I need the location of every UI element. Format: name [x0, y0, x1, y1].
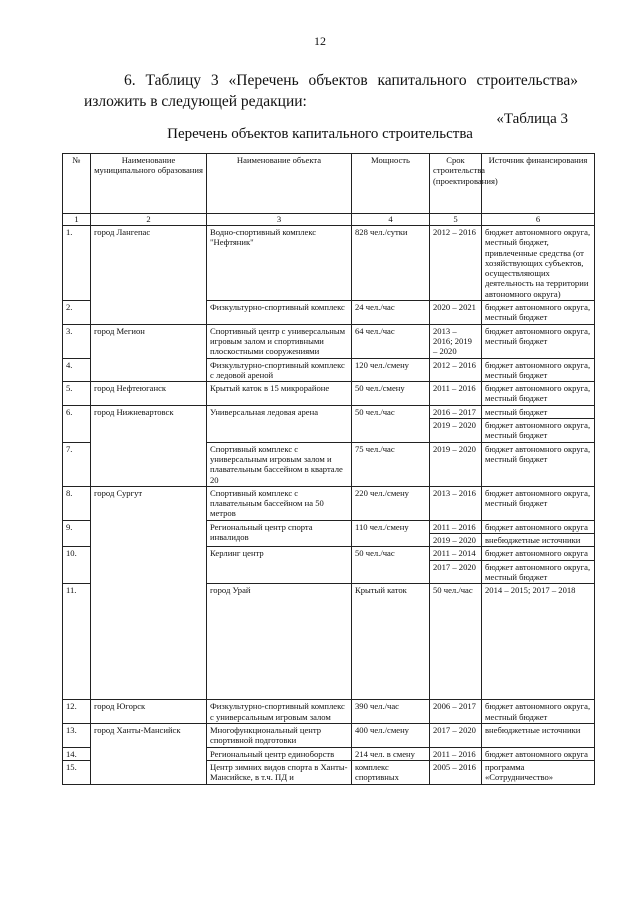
object-cell: Физкультурно-спортивный комплекс — [207, 301, 352, 325]
row-number: 2. — [63, 301, 91, 325]
term-cell: 2006 – 2017 — [430, 700, 482, 724]
source-cell: бюджет автономного округа — [482, 520, 595, 533]
source-cell: местный бюджет — [482, 405, 595, 418]
municipality-cell: город Ханты-Мансийск — [91, 724, 207, 784]
col-number-1: 1 — [63, 214, 91, 226]
row-number: 1. — [63, 226, 91, 301]
table-row — [63, 700, 595, 724]
municipality-cell: город Мегион — [91, 324, 207, 381]
term-cell: 2020 – 2021 — [430, 301, 482, 325]
row-number: 9. — [63, 520, 91, 547]
object-cell: Центр зимних видов спорта в Ханты-Мансийске, в т.ч. ПД и — [207, 760, 352, 784]
row-number: 11. — [63, 584, 91, 700]
capacity-cell: 120 чел./смену — [352, 358, 430, 382]
term-cell: 2019 – 2020 — [430, 534, 482, 547]
objects-table — [62, 153, 595, 785]
object-cell: Региональный центр единоборств — [207, 747, 352, 760]
source-cell: бюджет автономного округа, местный бюджет — [482, 486, 595, 520]
object-cell: Физкультурно-спортивный комплекс с универсальным игровым залом — [207, 700, 352, 724]
capacity-cell: 24 чел./час — [352, 301, 430, 325]
object-cell: Многофункциональный центр спортивной подготовки — [207, 724, 352, 748]
object-cell: Спортивный центр с универсальным игровым залом и спортивными плоскостными сооружениями — [207, 324, 352, 358]
capacity-cell: 50 чел./час — [352, 547, 430, 584]
row-number: 3. — [63, 324, 91, 358]
table-row — [63, 405, 595, 418]
row-number: 5. — [63, 382, 91, 406]
capacity-cell: 214 чел. в смену — [352, 747, 430, 760]
term-cell: 2014 – 2015; 2017 – 2018 — [482, 584, 595, 700]
capacity-cell: 110 чел./смену — [352, 520, 430, 547]
table-row — [63, 486, 595, 520]
header-number: № — [63, 154, 91, 214]
term-cell: 2005 – 2016 — [430, 760, 482, 784]
header-capacity: Мощность — [352, 154, 430, 214]
intro-paragraph: 6. Таблицу 3 «Перечень объектов капитального строительства» изложить в следующей редакции: — [84, 72, 578, 110]
capacity-cell: 390 чел./час — [352, 700, 430, 724]
object-cell: Региональный центр спорта инвалидов — [207, 520, 352, 547]
capacity-cell: 828 чел./сутки — [352, 226, 430, 301]
object-cell: Спортивный комплекс с плавательным бассейном на 50 метров — [207, 486, 352, 520]
row-number: 15. — [63, 760, 91, 784]
table-caption: «Таблица 3 — [496, 111, 568, 127]
object-cell: Физкультурно-спортивный комплекс с ледовой ареной — [207, 358, 352, 382]
term-cell: 2019 – 2020 — [430, 442, 482, 486]
col-number-3: 3 — [207, 214, 352, 226]
page-number: 12 — [314, 34, 326, 48]
capacity-cell: 50 чел./час — [430, 584, 482, 700]
source-cell: программа «Сотрудничество» — [482, 760, 595, 784]
municipality-cell: город Лангепас — [91, 226, 207, 325]
header-municipality: Наименование муниципального образования — [91, 154, 207, 214]
term-cell: 2016 – 2017 — [430, 405, 482, 418]
object-cell: Крытый каток в 15 микрорайоне — [207, 382, 352, 406]
source-cell: бюджет автономного округа, местный бюджет — [482, 560, 595, 584]
source-cell: бюджет автономного округа, местный бюджет — [482, 442, 595, 486]
table-row — [63, 724, 595, 748]
source-cell: бюджет автономного округа, местный бюджет — [482, 358, 595, 382]
row-number: 14. — [63, 747, 91, 760]
term-cell: 2011 – 2016 — [430, 520, 482, 533]
header-object: Наименование объекта — [207, 154, 352, 214]
capacity-cell: 220 чел./смену — [352, 486, 430, 520]
source-cell: бюджет автономного округа, местный бюджет — [482, 324, 595, 358]
col-number-6: 6 — [482, 214, 595, 226]
row-number: 4. — [63, 358, 91, 382]
source-cell: внебюджетные источники — [482, 724, 595, 748]
row-number: 6. — [63, 405, 91, 442]
term-cell: 2013 – 2016 — [430, 486, 482, 520]
table-header-row — [63, 154, 595, 214]
capacity-cell: 64 чел./час — [352, 324, 430, 358]
header-number-row — [63, 214, 595, 226]
term-cell: 2017 – 2020 — [430, 560, 482, 584]
source-cell: бюджет автономного округа, местный бюджет — [482, 301, 595, 325]
municipality-cell: город Югорск — [91, 700, 207, 724]
capacity-cell: 400 чел./смену — [352, 724, 430, 748]
table-row — [63, 324, 595, 358]
object-cell: Керлинг центр — [207, 547, 352, 584]
table-title: Перечень объектов капитального строительства — [167, 126, 473, 142]
term-cell: 2012 – 2016 — [430, 358, 482, 382]
col-number-2: 2 — [91, 214, 207, 226]
term-cell: 2012 – 2016 — [430, 226, 482, 301]
source-cell: бюджет автономного округа — [482, 747, 595, 760]
term-cell: 2019 – 2020 — [430, 419, 482, 443]
header-source: Источник финансирования — [482, 154, 595, 214]
municipality-cell: город Урай — [207, 584, 352, 700]
term-cell: 2017 – 2020 — [430, 724, 482, 748]
row-number: 12. — [63, 700, 91, 724]
col-number-4: 4 — [352, 214, 430, 226]
source-cell: внебюджетные источники — [482, 534, 595, 547]
municipality-cell: город Нефтеюганск — [91, 382, 207, 406]
capacity-cell: 50 чел./час — [352, 405, 430, 442]
row-number: 7. — [63, 442, 91, 486]
row-number: 13. — [63, 724, 91, 748]
table-row — [63, 226, 595, 301]
table-row — [63, 382, 595, 406]
row-number: 8. — [63, 486, 91, 520]
object-cell: Крытый каток — [352, 584, 430, 700]
object-cell: Водно-спортивный комплекс "Нефтяник" — [207, 226, 352, 301]
capacity-cell: комплекс спортивных — [352, 760, 430, 784]
object-cell: Спортивный комплекс с универсальным игровым залом и плавательным бассейном в квартале 20 — [207, 442, 352, 486]
source-cell: бюджет автономного округа, местный бюджет, привлеченные средства (от хозяйствующих субъектов, осуществляющих деятельность на территории автономного округа) — [482, 226, 595, 301]
source-cell: бюджет автономного округа, местный бюджет — [482, 700, 595, 724]
municipality-cell: город Сургут — [91, 486, 207, 700]
municipality-cell: город Нижневартовск — [91, 405, 207, 486]
capacity-cell: 75 чел./час — [352, 442, 430, 486]
capacity-cell: 50 чел./смену — [352, 382, 430, 406]
col-number-5: 5 — [430, 214, 482, 226]
source-cell: бюджет автономного округа — [482, 547, 595, 560]
term-cell: 2013 – 2016; 2019 – 2020 — [430, 324, 482, 358]
object-cell: Универсальная ледовая арена — [207, 405, 352, 442]
term-cell: 2011 – 2016 — [430, 747, 482, 760]
term-cell: 2011 – 2016 — [430, 382, 482, 406]
source-cell: бюджет автономного округа, местный бюджет — [482, 419, 595, 443]
header-term: Срок строительства (проектирования) — [430, 154, 482, 214]
source-cell: бюджет автономного округа, местный бюджет — [482, 382, 595, 406]
term-cell: 2011 – 2014 — [430, 547, 482, 560]
row-number: 10. — [63, 547, 91, 584]
